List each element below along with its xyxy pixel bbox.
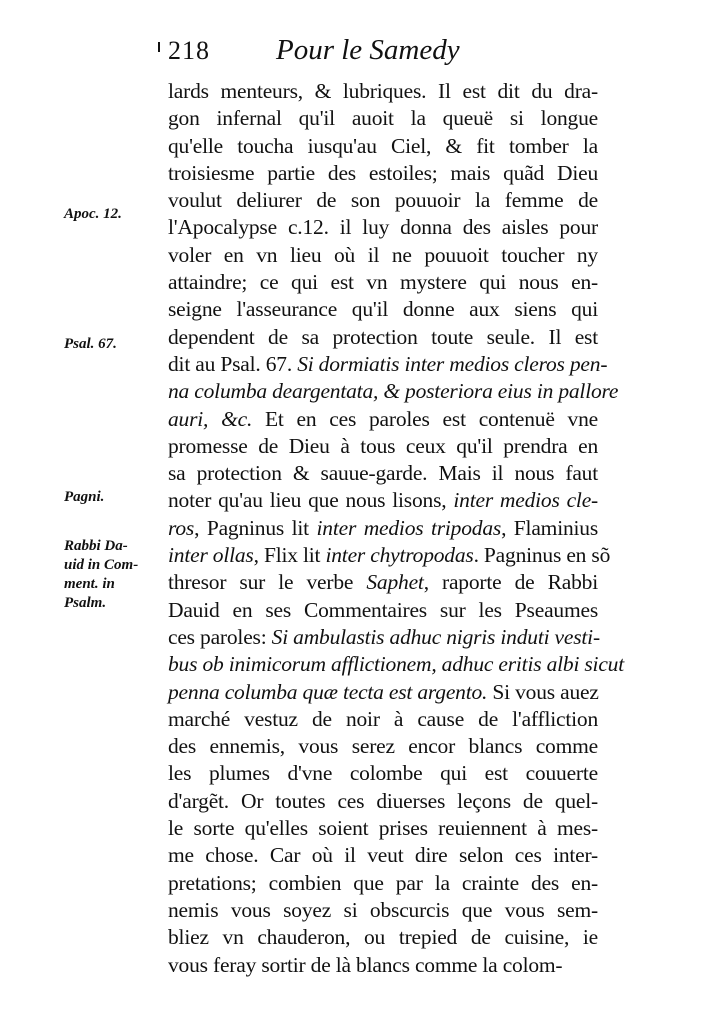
margin-note-line: Pagni.: [64, 489, 105, 505]
text-line: [168, 133, 598, 160]
text-line: [168, 597, 598, 624]
text-segment: marché vestuz de noir à cause de l'affliction: [168, 706, 598, 731]
text-segment: nemis vous soyez si obscurcis que vous sem-: [168, 897, 598, 922]
text-line: [168, 487, 598, 514]
text-segment: dependent de sa protection toute seule. Il est: [168, 324, 598, 349]
running-title: Pour le Samedy: [276, 34, 460, 66]
latin-quotation: auri, &c.: [168, 406, 253, 431]
text-segment: bliez vn chauderon, ou trepied de cuisine, ie: [168, 925, 598, 950]
text-line: [168, 351, 608, 378]
latin-quotation: inter chytropodas: [325, 543, 474, 568]
text-segment: me chose. Car où il veut dire selon ces inter-: [168, 843, 598, 868]
text-line: [168, 378, 619, 405]
text-segment: ces paroles:: [168, 624, 272, 649]
latin-quotation: inter medios cle-: [453, 488, 598, 513]
text-segment: noter qu'au lieu que nous lisons,: [168, 488, 454, 513]
text-line: [168, 105, 598, 132]
text-segment: les plumes d'vne colombe qui est couuerte: [168, 761, 598, 786]
text-line: [168, 624, 598, 651]
text-line: [168, 870, 598, 897]
text-line: [168, 651, 624, 678]
text-line: [168, 242, 598, 269]
text-segment: l'Apocalypse c.12. il luy donna des aisles pour: [168, 215, 598, 240]
margin-note-pagnini: [64, 488, 164, 507]
text-segment: sa protection & sauue-garde. Mais il nous faut: [168, 461, 598, 486]
margin-note-line: Rabbi Da-: [64, 538, 128, 554]
text-line: [168, 187, 598, 214]
latin-quotation: inter medios tripodas: [316, 515, 502, 540]
text-line: [168, 160, 598, 187]
text-line: [168, 324, 598, 351]
latin-quotation: inter ollas: [168, 543, 254, 568]
text-line: [168, 815, 598, 842]
text-line: [168, 897, 598, 924]
text-line: [168, 406, 598, 433]
body-text: [168, 78, 624, 979]
margin-note-psalm: [64, 335, 164, 354]
text-line: [168, 952, 598, 979]
text-segment: promesse de Dieu à tous ceux qu'il prendra en: [168, 433, 598, 458]
text-line: [168, 842, 598, 869]
text-segment: lards menteurs, & lubriques. Il est dit du dra-: [168, 79, 598, 103]
margin-note-line: uid in Com-: [64, 557, 139, 573]
text-line: [168, 924, 598, 951]
page-number: 218: [168, 36, 210, 65]
text-segment: Et en ces paroles est contenuë vne: [252, 406, 598, 431]
text-line: [168, 214, 598, 241]
text-segment: Si vous auez: [487, 679, 599, 704]
latin-quotation: na columba deargentata, & posteriora eius in pallore: [168, 379, 619, 404]
text-line: [168, 78, 598, 105]
text-segment: thresor sur le verbe: [168, 570, 367, 595]
text-line: [168, 542, 611, 569]
text-segment: d'argẽt. Or toutes ces diuerses leçons de quel-: [168, 788, 598, 813]
text-line: [168, 679, 598, 706]
margin-note-apocalypse: [64, 205, 164, 224]
text-segment: , raporte de Rabbi: [423, 570, 598, 595]
latin-quotation: Saphet: [366, 570, 424, 595]
latin-quotation: penna columba quæ tecta est argento.: [168, 679, 488, 704]
text-segment: gon infernal qu'il auoit la queuë si longue: [168, 106, 598, 131]
text-line: [168, 515, 598, 542]
margin-note-line: Psalm.: [64, 595, 107, 611]
latin-quotation: Si ambulastis adhuc nigris induti vesti-: [271, 624, 600, 649]
text-segment: attaindre; ce qui est vn mystere qui nous en-: [168, 270, 598, 295]
text-segment: le sorte qu'elles soient prises reuiennent à mes-: [168, 816, 598, 841]
text-line: [168, 733, 598, 760]
text-segment: vous feray sortir de là blancs comme la colom-: [168, 952, 563, 977]
latin-quotation: ros: [168, 515, 195, 540]
text-segment: , Flix lit: [253, 543, 326, 568]
text-segment: troisiesme partie des estoiles; mais quãd Dieu: [168, 160, 598, 185]
text-segment: voulut deliurer de son pouuoir la femme de: [168, 188, 598, 213]
header-ornament-mark: [158, 42, 160, 52]
text-segment: , Flaminius: [501, 515, 599, 540]
margin-note-line: Apoc. 12.: [64, 206, 122, 222]
text-segment: Dauid en ses Commentaires sur les Pseaumes: [168, 597, 598, 622]
text-segment: des ennemis, vous serez encor blancs comme: [168, 734, 598, 759]
text-segment: pretations; combien que par la crainte des en-: [168, 870, 598, 895]
text-line: [168, 569, 598, 596]
text-segment: qu'elle toucha iusqu'au Ciel, & fit tomber la: [168, 133, 598, 158]
text-line: [168, 760, 598, 787]
margin-note-rabbi-david: [64, 537, 164, 613]
text-segment: seigne l'asseurance qu'il donne aux siens qui: [168, 297, 598, 322]
latin-quotation: bus ob inimicorum afflictionem, adhuc eritis albi sicut: [168, 652, 624, 677]
text-segment: , Pagninus lit: [194, 515, 317, 540]
text-segment: voler en vn lieu où il ne pouuoit toucher ny: [168, 242, 598, 267]
latin-quotation: Si dormiatis inter medios cleros pen-: [297, 351, 608, 376]
text-line: [168, 706, 598, 733]
text-line: [168, 269, 598, 296]
text-line: [168, 460, 598, 487]
text-line: [168, 433, 598, 460]
text-segment: dit au Psal. 67.: [168, 351, 298, 376]
text-segment: . Pagninus en sõ: [473, 543, 611, 568]
margin-note-line: Psal. 67.: [64, 336, 117, 352]
text-line: [168, 296, 598, 323]
text-line: [168, 788, 598, 815]
margin-note-line: ment. in: [64, 576, 115, 592]
